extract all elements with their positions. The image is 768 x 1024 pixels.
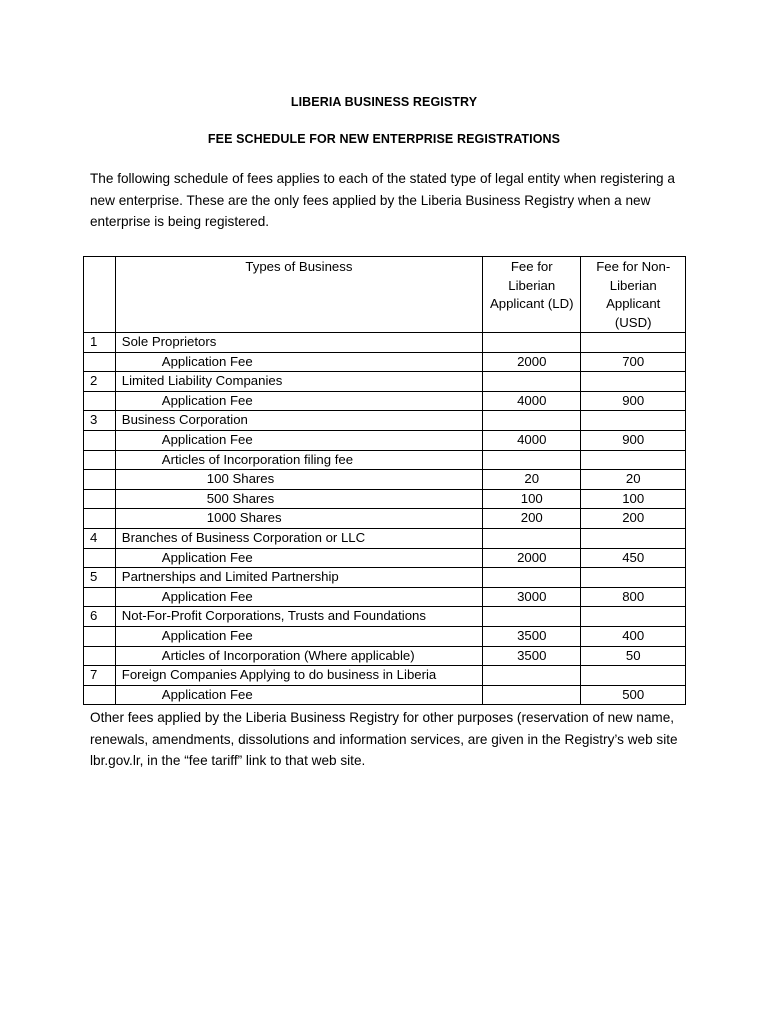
table-row [84, 372, 686, 392]
row-fee-non-liberian: 900 [581, 430, 686, 450]
fee-schedule-table [83, 256, 686, 705]
row-fee-non-liberian: 200 [581, 509, 686, 529]
document-subtitle: FEE SCHEDULE FOR NEW ENTERPRISE REGISTRATIONS [207, 132, 561, 146]
row-number [84, 430, 116, 450]
row-fee-liberian [483, 450, 581, 470]
table-row [84, 646, 686, 666]
table-row [84, 528, 686, 548]
table-row [84, 548, 686, 568]
row-fee-non-liberian: 500 [581, 685, 686, 705]
table-row [84, 626, 686, 646]
row-number: 2 [84, 372, 116, 392]
row-fee-liberian: 3500 [483, 646, 581, 666]
row-fee-non-liberian: 100 [581, 489, 686, 509]
table-row [84, 352, 686, 372]
row-fee-non-liberian [581, 411, 686, 431]
row-fee-liberian [483, 411, 581, 431]
table-row [84, 411, 686, 431]
row-business-type: Application Fee [115, 352, 482, 372]
row-number [84, 646, 116, 666]
row-number: 5 [84, 568, 116, 588]
row-fee-non-liberian [581, 568, 686, 588]
intro-paragraph: The following schedule of fees applies to each of the stated type of legal entity when registering a new enterprise. These are the only fees applied by the Liberia Business Registry when a new enterprise is being registered. [90, 171, 675, 229]
row-business-type: Partnerships and Limited Partnership [115, 568, 482, 588]
row-business-type: Branches of Business Corporation or LLC [115, 528, 482, 548]
row-fee-liberian [483, 666, 581, 686]
row-business-type: Articles of Incorporation (Where applicable) [115, 646, 482, 666]
row-business-type: Sole Proprietors [115, 333, 482, 353]
row-fee-liberian: 4000 [483, 430, 581, 450]
document-title: LIBERIA BUSINESS REGISTRY [290, 95, 478, 109]
row-fee-liberian [483, 528, 581, 548]
row-fee-non-liberian: 50 [581, 646, 686, 666]
row-fee-non-liberian: 400 [581, 626, 686, 646]
row-number [84, 391, 116, 411]
row-business-type: Not-For-Profit Corporations, Trusts and Foundations [115, 607, 482, 627]
row-business-type: Application Fee [115, 548, 482, 568]
row-number: 3 [84, 411, 116, 431]
row-fee-non-liberian: 800 [581, 587, 686, 607]
row-fee-liberian [483, 685, 581, 705]
row-number: 6 [84, 607, 116, 627]
header-types-of-business: Types of Business [115, 257, 482, 333]
row-number [84, 587, 116, 607]
table-row [84, 450, 686, 470]
footer-paragraph: Other fees applied by the Liberia Business Registry for other purposes (reservation of new name, renewals, amendments, dissolutions and information services, are given in the Registry’s web site lbr.gov.lr, in the “fee tariff” link to that web site. [90, 710, 678, 768]
row-fee-liberian: 20 [483, 470, 581, 490]
row-business-type: Foreign Companies Applying to do business in Liberia [115, 666, 482, 686]
row-number [84, 626, 116, 646]
table-row [84, 391, 686, 411]
row-business-type: Business Corporation [115, 411, 482, 431]
table-row [84, 607, 686, 627]
header-fee-liberian: Fee for Liberian Applicant (LD) [483, 257, 581, 333]
row-fee-liberian: 100 [483, 489, 581, 509]
row-fee-liberian [483, 568, 581, 588]
row-business-type: 1000 Shares [115, 509, 482, 529]
row-fee-liberian: 3000 [483, 587, 581, 607]
fee-rows [84, 333, 686, 705]
row-number [84, 470, 116, 490]
table-row [84, 430, 686, 450]
table-row [84, 489, 686, 509]
table-row [84, 666, 686, 686]
row-business-type: Application Fee [115, 430, 482, 450]
table-header-row [84, 257, 686, 333]
row-fee-liberian: 2000 [483, 548, 581, 568]
row-business-type: Articles of Incorporation filing fee [115, 450, 482, 470]
row-fee-liberian [483, 607, 581, 627]
row-business-type: Limited Liability Companies [115, 372, 482, 392]
row-fee-non-liberian: 450 [581, 548, 686, 568]
table-row [84, 470, 686, 490]
row-number: 4 [84, 528, 116, 548]
table-row [84, 568, 686, 588]
row-number: 7 [84, 666, 116, 686]
header-fee-non-liberian: Fee for Non-Liberian Applicant (USD) [581, 257, 686, 333]
row-business-type: 500 Shares [115, 489, 482, 509]
table-row [84, 587, 686, 607]
row-business-type: 100 Shares [115, 470, 482, 490]
row-number [84, 548, 116, 568]
row-business-type: Application Fee [115, 391, 482, 411]
row-fee-non-liberian [581, 450, 686, 470]
table-row [84, 509, 686, 529]
row-fee-liberian: 2000 [483, 352, 581, 372]
row-fee-non-liberian [581, 666, 686, 686]
table-row [84, 333, 686, 353]
row-fee-non-liberian: 20 [581, 470, 686, 490]
table-row [84, 685, 686, 705]
row-number [84, 450, 116, 470]
header-number [84, 257, 116, 333]
row-fee-liberian: 3500 [483, 626, 581, 646]
row-number [84, 489, 116, 509]
row-number [84, 509, 116, 529]
row-fee-liberian: 200 [483, 509, 581, 529]
row-fee-liberian [483, 333, 581, 353]
row-number: 1 [84, 333, 116, 353]
row-number [84, 685, 116, 705]
row-fee-non-liberian [581, 333, 686, 353]
row-business-type: Application Fee [115, 587, 482, 607]
row-fee-non-liberian: 700 [581, 352, 686, 372]
row-fee-non-liberian: 900 [581, 391, 686, 411]
row-fee-liberian: 4000 [483, 391, 581, 411]
row-fee-non-liberian [581, 528, 686, 548]
row-fee-non-liberian [581, 372, 686, 392]
row-fee-non-liberian [581, 607, 686, 627]
row-fee-liberian [483, 372, 581, 392]
row-business-type: Application Fee [115, 685, 482, 705]
row-business-type: Application Fee [115, 626, 482, 646]
row-number [84, 352, 116, 372]
